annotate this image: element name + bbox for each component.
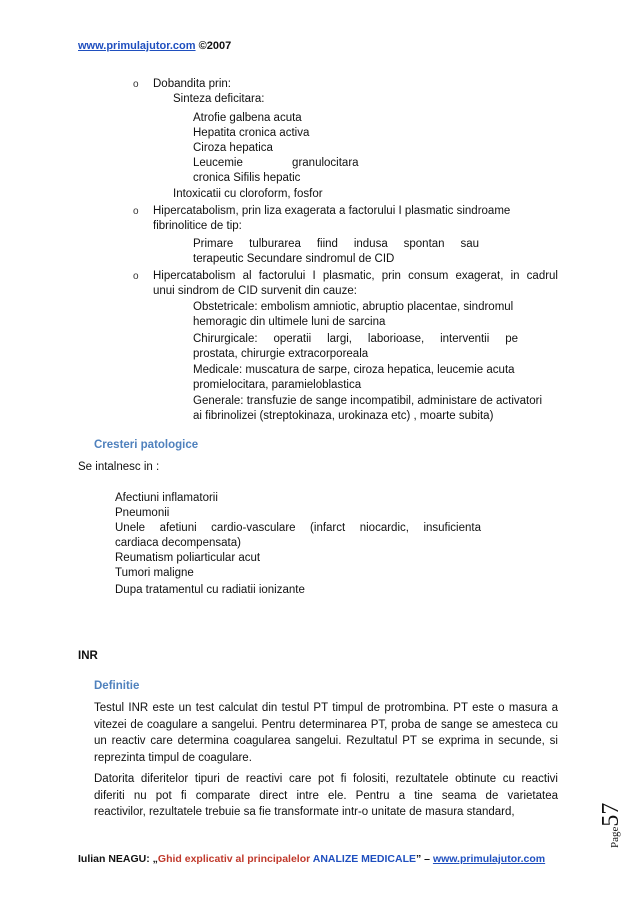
sub-heading: Intoxicatii cu cloroform, fosfor xyxy=(173,188,323,200)
page-header xyxy=(78,40,231,52)
sub-item: Obstetricale: embolism amniotic, abruptio placentae, sindromul xyxy=(193,301,514,313)
list-marker: o xyxy=(133,206,139,217)
footer-author: Iulian NEAGU: „ xyxy=(78,853,158,865)
bullet-item: Dupa tratamentul cu radiatii ionizante xyxy=(115,584,305,596)
paragraph-line: Datorita diferitelor tipuri de reactivi care pot fi folositi, rezultatele obtinute cu reactivi xyxy=(94,773,558,785)
sub-item: terapeutic Secundare sindromul de CID xyxy=(193,253,395,265)
section-heading: Cresteri patologice xyxy=(94,439,199,451)
sub-item: Primare tulburarea fiind indusa spontan sau xyxy=(193,238,479,250)
paragraph xyxy=(94,771,558,821)
paragraph-line: reprezinta timpul de coagulare. xyxy=(94,751,252,764)
footer-analyses: ANALIZE MEDICALE xyxy=(310,853,416,865)
bullet-item-continuation: cardiaca decompensata) xyxy=(115,537,241,549)
list-item-text: Dobandita prin: xyxy=(153,78,231,90)
sub-item: Leucemie granulocitara xyxy=(193,157,359,169)
page-label: Page xyxy=(609,826,621,848)
section-title: INR xyxy=(78,650,98,662)
footer-link[interactable]: www.primulajutor.com xyxy=(432,853,546,865)
bullet-item: Unele afetiuni cardio-vasculare (infarct niocardic, insuficienta xyxy=(115,522,481,534)
sub-item: hemoragic din ultimele luni de sarcina xyxy=(193,316,386,328)
page-footer xyxy=(78,853,545,865)
paragraph-line: vitezei de coagulare a sangelui. Pentru determinarea PT, proba de sange se amesteca cu xyxy=(94,718,558,731)
sub-item: ai fibrinolizei (streptokinaza, urokinaza etc) , moarte subita) xyxy=(193,410,494,422)
sub-item: Generale: transfuzie de sange incompatibil, administare de activatori xyxy=(193,395,543,407)
list-item-line: Hipercatabolism, prin liza exagerata a factorului I plasmatic sindroame xyxy=(153,205,511,217)
bullet-item: Pneumonii xyxy=(115,507,170,519)
sub-item: Chirurgicale: operatii largi, laborioase, interventii pe xyxy=(193,333,518,345)
page-number xyxy=(592,768,632,848)
sub-item: Medicale: muscatura de sarpe, ciroza hepatica, leucemie acuta xyxy=(193,364,515,376)
list-item-line: Hipercatabolism al factorului I plasmatic, prin consum exagerat, in cadrul xyxy=(153,270,558,282)
footer-closing: ” – xyxy=(416,853,433,865)
sub-item: promielocitara, paramieloblastica xyxy=(193,379,362,391)
paragraph-line: Testul INR este un test calculat din testul PT timpul de protrombina. PT este o masura a xyxy=(94,702,558,714)
sub-heading: Sinteza deficitara: xyxy=(173,93,265,105)
list-item-line: fibrinolitice de tip: xyxy=(153,220,242,232)
bullet-item: Reumatism poliarticular acut xyxy=(115,552,261,564)
sub-item: Atrofie galbena acuta xyxy=(193,112,302,124)
list-item-line: unui sindrom de CID survenit din cauze: xyxy=(153,285,357,297)
list-marker: o xyxy=(133,271,139,282)
sub-item: cronica Sifilis hepatic xyxy=(193,172,301,184)
header-copyright: ©2007 xyxy=(198,40,232,52)
footer-guide-title: Ghid explicativ al principalelor xyxy=(157,853,311,865)
paragraph-line: un reactiv care determina coagularea sangelui. Rezultatul PT se exprima in secunde, si xyxy=(94,735,558,747)
page-number-value: 57 xyxy=(598,802,624,827)
paragraph-line: reactivilor, rezultatele trebuie sa fie transformate intr-o unitate de masura standard, xyxy=(94,806,515,818)
bullet-item: Tumori maligne xyxy=(115,567,194,579)
bullet-item: Afectiuni inflamatorii xyxy=(115,492,218,504)
section-heading: Definitie xyxy=(94,680,140,692)
sub-item: Ciroza hepatica xyxy=(193,142,273,154)
header-link[interactable]: www.primulajutor.com xyxy=(78,40,196,52)
paragraph-line: diferiti nu pot fi comparate direct intre ele. Pentru a tine seama de varietatea xyxy=(94,789,558,802)
list-marker: o xyxy=(133,79,139,90)
section-intro: Se intalnesc in : xyxy=(78,461,160,473)
sub-item: Hepatita cronica activa xyxy=(193,127,310,139)
sub-item: prostata, chirurgie extracorporeala xyxy=(193,348,369,360)
paragraph xyxy=(94,700,558,766)
